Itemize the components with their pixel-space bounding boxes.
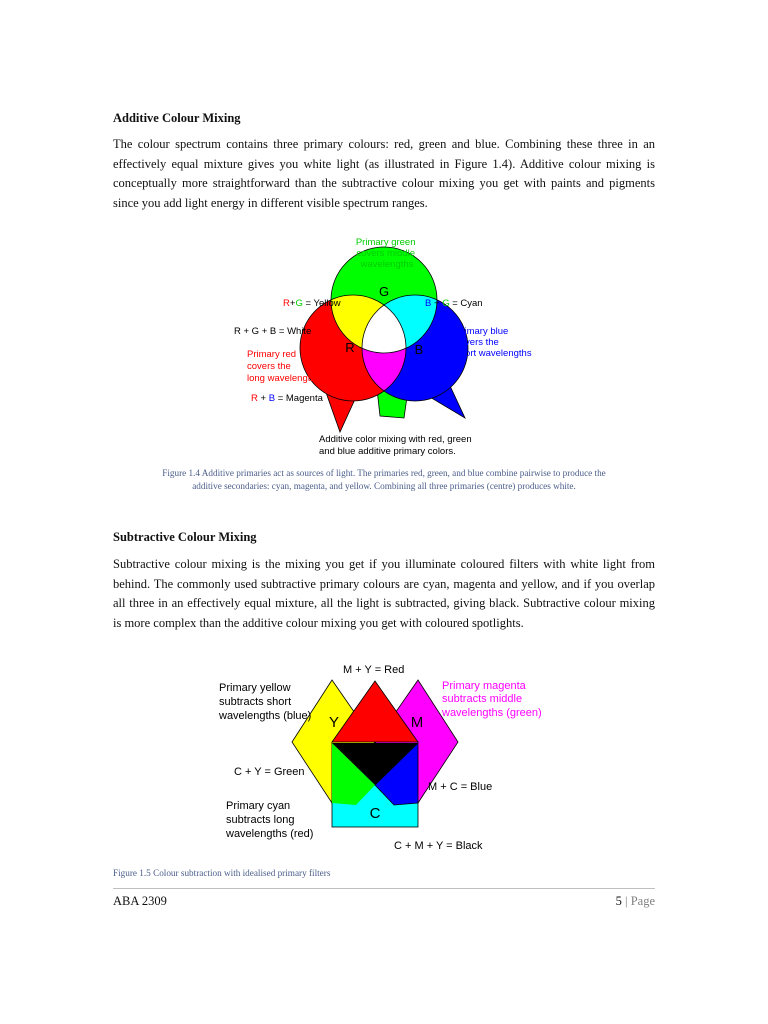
letter-c: C xyxy=(369,805,381,822)
circle-letter-b: B xyxy=(414,342,424,357)
page-number: 5 xyxy=(615,894,622,908)
caption-line-2: additive secondaries: cyan, magenta, and yellow. Combining all three primaries (centre) produces white. xyxy=(192,481,576,491)
page-word: Page xyxy=(630,894,655,908)
page-separator: | xyxy=(625,894,628,908)
label-rb-magenta: R + B = Magenta xyxy=(251,393,323,404)
label-mc-blue: M + C = Blue xyxy=(428,781,493,793)
label-rg-yellow: R+G = Yellow xyxy=(283,298,341,309)
label-primary-yellow: Primary yellow subtracts short wavelengths (blue) xyxy=(219,682,312,722)
footer-divider xyxy=(113,888,655,889)
caption-line-1: Figure 1.4 Additive primaries act as sources of light. The primaries red, green, and blue combine pairwise to produce the xyxy=(162,468,606,478)
label-cmy-black: C + M + Y = Black xyxy=(394,840,483,852)
label-primary-cyan: Primary cyan subtracts long wavelengths (red) xyxy=(226,800,314,840)
paragraph-subtractive: Subtractive colour mixing is the mixing you get if you illuminate coloured filters with white light from behind. The commonly used subtractive primary colours are cyan, magenta and yellow, and if you overlap all three in an effectively equal mixture, all the light is subtracted, giving black. Subtractive colour mixing is more complex than the additive colour mixing you get with coloured spotlights. xyxy=(113,557,655,630)
label-primary-green: Primary green covers middle wavelengths xyxy=(355,237,416,270)
paragraph-additive: The colour spectrum contains three primary colours: red, green and blue. Combining these three in an effectively equal mixture gives you white light (as illustrated in Figure 1.4). Additive colour mixing is conceptually more straightforward than the subtractive colour mixing you get with paints and pigments since you add light energy in different visible spectrum ranges. xyxy=(113,137,655,210)
circle-letter-r: R xyxy=(345,340,355,355)
label-rgb-white: R + G + B = White xyxy=(234,326,312,337)
figure-1-4-caption xyxy=(113,467,655,493)
label-my-red: M + Y = Red xyxy=(343,664,405,676)
figure-1-5-caption: Figure 1.5 Colour subtraction with idealised primary filters xyxy=(113,868,331,878)
label-bg-cyan: B + G = Cyan xyxy=(425,298,483,309)
section-heading-additive: Additive Colour Mixing xyxy=(113,111,241,125)
circle-letter-g: G xyxy=(378,284,390,299)
label-primary-red: Primary red covers the long wavelengths xyxy=(247,349,321,384)
label-primary-magenta: Primary magenta subtracts middle wavelengths (green) xyxy=(442,680,542,719)
letter-y: Y xyxy=(328,714,340,731)
section-heading-subtractive: Subtractive Colour Mixing xyxy=(113,530,257,544)
label-cy-green: C + Y = Green xyxy=(234,766,305,778)
figure-subtractive-mixing xyxy=(0,655,768,860)
label-additive-note: Additive color mixing with red, green and blue additive primary colors. xyxy=(319,434,472,457)
letter-m: M xyxy=(410,714,424,731)
figure-additive-mixing xyxy=(0,225,768,465)
footer-page-number xyxy=(616,893,655,909)
footer-course-code: ABA 2309 xyxy=(113,894,167,908)
label-primary-blue: Primary blue covers the short wavelengths xyxy=(455,326,532,359)
